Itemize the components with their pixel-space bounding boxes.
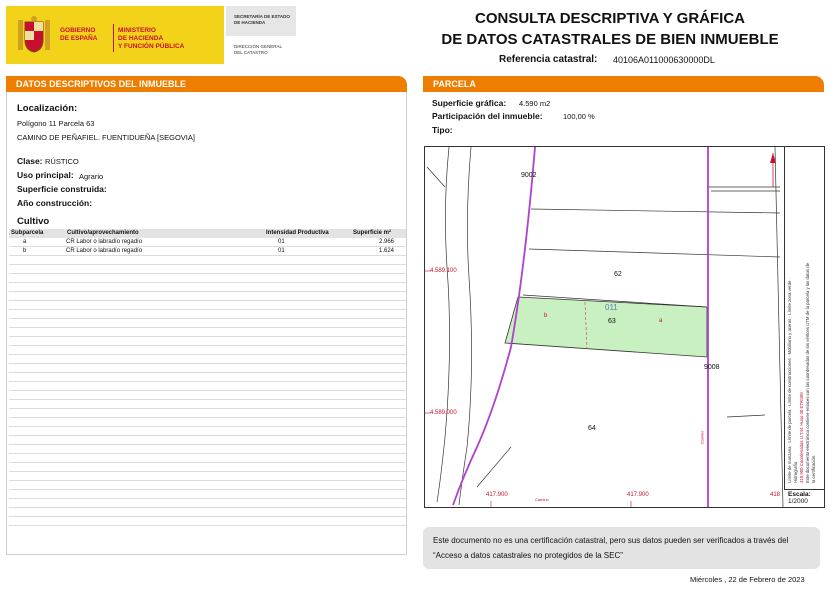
row-superficie: 1.624	[379, 248, 395, 254]
table-empty-row	[9, 391, 406, 400]
map-coord-y-bot: 4.589.000	[430, 410, 457, 416]
escala-value: 1/2000	[788, 498, 808, 505]
page-title: CONSULTA DESCRIPTIVA Y GRÁFICA DE DATOS CATASTRALES DE BIEN INMUEBLE	[441, 10, 779, 48]
legend-divider	[784, 147, 785, 489]
map-coord-x-left: 417.900	[486, 492, 508, 498]
direccion-label: DIRECCIÓN GENERAL DEL CATASTRO	[234, 44, 283, 55]
col-superficie: Superficie m²	[353, 230, 392, 236]
table-empty-row	[9, 337, 406, 346]
clase-value: RÚSTICO	[45, 157, 79, 166]
localizacion-line2: CAMINO DE PEÑAFIEL. FUENTIDUEÑA [SEGOVIA]	[17, 133, 195, 142]
legend-entries: Límite de manzana · Límite de parcela · Límite de construcciones · Mobiliario y aceras · Límite zona verde · Hidrografía	[787, 278, 798, 483]
row-superficie: 2.966	[379, 239, 395, 245]
participacion-label: Participación del inmueble:	[432, 111, 543, 121]
row-cultivo: CR Labor o labradío regadío	[66, 239, 143, 245]
col-cultivo: Cultivo/aprovechamiento	[67, 230, 139, 236]
row-cultivo: CR Labor o labradío regadío	[66, 248, 143, 254]
disclaimer-note: Este documento no es una certificación catastral, pero sus datos pueden ser verificados a través del “Acceso a datos catastrales no protegidos de la SEC”	[423, 527, 820, 569]
table-row	[9, 247, 406, 256]
table-empty-row	[9, 499, 406, 508]
table-empty-row	[9, 283, 406, 292]
tipo-label: Tipo:	[432, 125, 453, 135]
map-label-011: 011	[605, 303, 618, 312]
map-coord-x-mid: 417.900	[627, 492, 649, 498]
table-empty-row	[9, 409, 406, 418]
map-label-63: 63	[608, 318, 616, 325]
cultivo-label: Cultivo	[17, 216, 50, 227]
table-empty-row	[9, 319, 406, 328]
localizacion-line1: Polígono 11 Parcela 63	[17, 119, 95, 128]
row-subparcela: b	[23, 248, 27, 254]
table-empty-row	[9, 310, 406, 319]
uso-value: Agrario	[79, 172, 104, 181]
table-empty-row	[9, 436, 406, 445]
map-road-label-side: Camino	[699, 430, 705, 445]
localizacion-label: Localización:	[17, 103, 78, 114]
map-label-sub-b: b	[544, 313, 548, 319]
clase-label: Clase:	[17, 156, 43, 166]
col-intensidad: Intensidad Productiva	[266, 230, 329, 236]
row-subparcela: a	[23, 239, 27, 245]
table-empty-row	[9, 427, 406, 436]
anio-construccion-label: Año construcción:	[17, 198, 93, 208]
table-empty-row	[9, 418, 406, 427]
table-empty-row	[9, 346, 406, 355]
escala-divider	[784, 489, 824, 490]
map-svg	[425, 147, 824, 507]
table-empty-row	[9, 472, 406, 481]
map-label-9002: 9002	[521, 172, 537, 179]
map-label-64: 64	[588, 425, 596, 432]
row-intensidad: 01	[278, 239, 285, 245]
cadastral-map[interactable]	[424, 146, 825, 508]
empty-rows	[9, 256, 406, 526]
map-coord-x-right: 418	[770, 492, 781, 498]
ref-catastral-value: 40106A011000630000DL	[613, 55, 715, 65]
map-road-label-bottom: Camino	[535, 497, 549, 502]
table-empty-row	[9, 364, 406, 373]
escala-label: Escala:	[788, 491, 811, 498]
header-divider	[113, 24, 114, 52]
table-empty-row	[9, 454, 406, 463]
cultivo-table	[9, 229, 406, 526]
table-empty-row	[9, 517, 406, 526]
document-date: Miércoles , 22 de Febrero de 2023	[690, 575, 805, 584]
uso-label: Uso principal:	[17, 170, 74, 180]
legend-legal-note: Este documento electrónico contiene enlaces con las coordenadas de los vértices UTM de la parcela y los datos de la certificación.	[805, 263, 816, 483]
row-intensidad: 01	[278, 248, 285, 254]
ministerio-label: MINISTERIO DE HACIENDA Y FUNCIÓN PÚBLICA	[118, 27, 185, 50]
map-label-sub-a: a	[659, 318, 663, 324]
superficie-grafica-value: 4.590 m2	[519, 99, 551, 108]
map-coord-y-top: 4.589.100	[430, 268, 457, 274]
table-row	[9, 238, 406, 247]
table-empty-row	[9, 382, 406, 391]
table-empty-row	[9, 490, 406, 499]
secretaria-label: SECRETARÍA DE ESTADO DE HACIENDA	[234, 14, 290, 25]
table-empty-row	[9, 508, 406, 517]
superficie-construida-label: Superficie construida:	[17, 184, 107, 194]
table-empty-row	[9, 355, 406, 364]
table-empty-row	[9, 301, 406, 310]
datos-descriptivos-header: DATOS DESCRIPTIVOS DEL INMUEBLE	[6, 76, 407, 92]
table-header	[9, 229, 406, 238]
table-empty-row	[9, 463, 406, 472]
map-label-62: 62	[614, 271, 622, 278]
table-empty-row	[9, 292, 406, 301]
table-empty-row	[9, 256, 406, 265]
legend-coord-note: 418,900 Coordenadas U.T.M. Huso 30 ETRS89	[799, 392, 804, 483]
map-label-9008: 9008	[704, 364, 720, 371]
ref-catastral-label: Referencia catastral:	[499, 54, 598, 65]
map-legend	[787, 263, 817, 483]
col-subparcela: Subparcela	[11, 230, 44, 236]
parcela-header: PARCELA	[423, 76, 824, 92]
table-empty-row	[9, 481, 406, 490]
gobierno-label: GOBIERNO DE ESPAÑA	[60, 27, 98, 42]
coat-of-arms-icon	[14, 14, 54, 58]
table-empty-row	[9, 328, 406, 337]
table-empty-row	[9, 445, 406, 454]
table-empty-row	[9, 265, 406, 274]
participacion-value: 100,00 %	[563, 112, 595, 121]
table-empty-row	[9, 373, 406, 382]
table-empty-row	[9, 274, 406, 283]
table-empty-row	[9, 400, 406, 409]
superficie-grafica-label: Superficie gráfica:	[432, 98, 507, 108]
